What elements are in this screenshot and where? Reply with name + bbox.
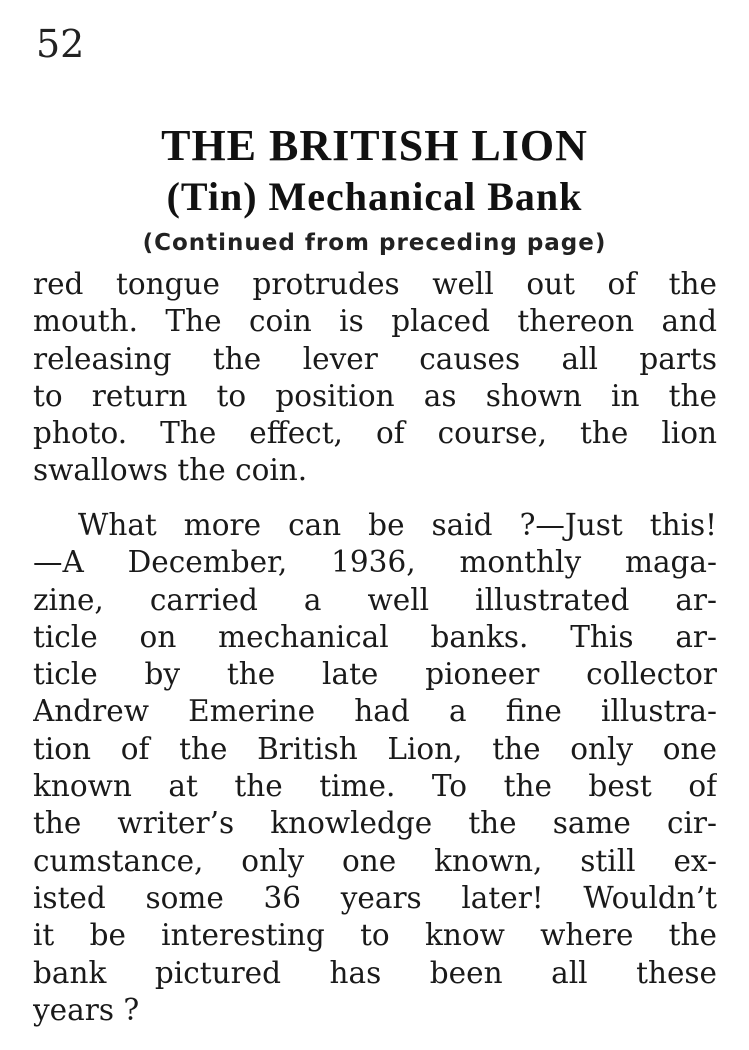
text-line: ticle on mechanical banks. This ar- bbox=[33, 619, 717, 654]
paragraph-2 bbox=[33, 507, 717, 1029]
article-subtitle: (Tin) Mechanical Bank bbox=[166, 174, 583, 219]
text-line: cumstance, only one known, still ex- bbox=[33, 843, 717, 878]
page-number: 52 bbox=[36, 22, 85, 66]
text-line: tion of the British Lion, the only one bbox=[33, 731, 717, 766]
text-line: swallows the coin. bbox=[33, 453, 308, 488]
text-line: red tongue protrudes well out of the bbox=[33, 267, 717, 301]
text-line: releasing the lever causes all parts bbox=[33, 341, 717, 376]
text-line: known at the time. To the best of bbox=[33, 769, 717, 804]
text-line: photo. The effect, of course, the lion bbox=[33, 416, 717, 451]
text-line: What more can be said ?—Just this! bbox=[78, 508, 717, 542]
text-line: zine, carried a well illustrated ar- bbox=[33, 582, 717, 617]
text-line: years ? bbox=[33, 992, 140, 1027]
text-line: bank pictured has been all these bbox=[33, 955, 717, 990]
continued-note: (Continued from preceding page) bbox=[142, 230, 607, 256]
text-line: Andrew Emerine had a fine illustra- bbox=[33, 694, 717, 729]
article-title: THE BRITISH LION bbox=[161, 121, 588, 170]
text-line: isted some 36 years later! Wouldn’t bbox=[33, 880, 717, 915]
text-line: mouth. The coin is placed thereon and bbox=[33, 304, 717, 339]
text-line: —A December, 1936, monthly maga- bbox=[33, 545, 717, 580]
text-line: to return to position as shown in the bbox=[33, 378, 717, 413]
text-line: ticle by the late pioneer collector bbox=[33, 657, 717, 692]
text-line: it be interesting to know where the bbox=[33, 918, 717, 953]
text-line: the writer’s knowledge the same cir- bbox=[33, 806, 717, 841]
paragraph-1 bbox=[33, 266, 717, 490]
